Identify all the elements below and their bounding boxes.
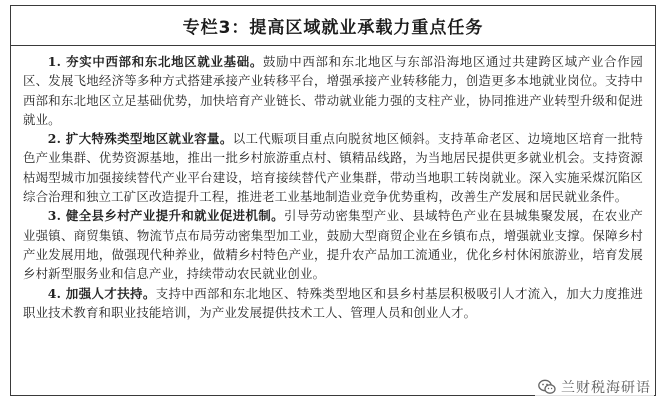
- task-item-2-body: 以工代赈项目重点向脱贫地区倾斜。支持革命老区、边境地区培育一批特色产业集群、优势资源基地，推出一批乡村旅游重点村、镇精品线路，为当地居民提供更多就业机会。支持资源枯竭型城市加强接续替代产业平台建设，培育接续替代产业集群，带动当地职工转岗就业。深入实施采煤沉陷区综合治理和独立工矿区改造提升工程，推进老工业基地制造业竞争优势重构，改善生产发展和居民就业条件。: [23, 131, 644, 205]
- wechat-icon: [538, 379, 556, 395]
- task-item-1-lead: 1. 夯实中西部和东北地区就业基础。: [47, 54, 263, 69]
- column-title: 专栏3：提高区域就业承载力重点任务: [182, 18, 484, 38]
- task-item-1-body: 鼓励中西部和东北地区与东部沿海地区通过共建跨区域产业合作园区、发展飞地经济等多种方式搭建承接产业转移平台，增强承接产业转移能力，创造更多本地就业岗位。支持中西部和东北地区立足基础优势，加快培育产业链长、带动就业能力强的支柱产业，协同推进产业转型升级和促进就业。: [23, 54, 643, 127]
- column-content: [11, 46, 655, 322]
- task-item-4: [23, 284, 643, 323]
- task-item-1: [23, 52, 643, 129]
- watermark-text: 兰财税海研语: [561, 380, 651, 396]
- task-item-2-lead: 2. 扩大特殊类型地区就业容量。: [47, 131, 233, 147]
- task-item-3-lead: 3. 健全县乡村产业提升和就业促进机制。: [47, 208, 284, 224]
- task-item-2: [23, 129, 643, 206]
- task-item-3-body: 引导劳动密集型产业、县域特色产业在县城集聚发展，在农业产业强镇、商贸集镇、物流节点布局劳动密集型加工业，鼓励大型商贸企业在乡镇布点，增强就业支撑。保障乡村产业发展用地，做强现代种养业，做精乡村特色产业，提升农产品加工流通业，优化乡村休闲旅游业，培育发展乡村新型服务业和信息产业，持续带动农民就业创业。: [23, 208, 643, 282]
- task-item-3: [23, 206, 643, 283]
- title-bar: [11, 6, 655, 46]
- column-box: [10, 5, 656, 396]
- task-item-4-body: 支持中西部和东北地区、特殊类型地区和县乡村基层积极吸引人才流入，加大力度推进职业技术教育和职业技能培训，为产业发展提供技术工人、管理人员和创业人才。: [23, 285, 643, 320]
- watermark: [535, 376, 654, 398]
- task-item-4-lead: 4. 加强人才扶持。: [47, 285, 156, 301]
